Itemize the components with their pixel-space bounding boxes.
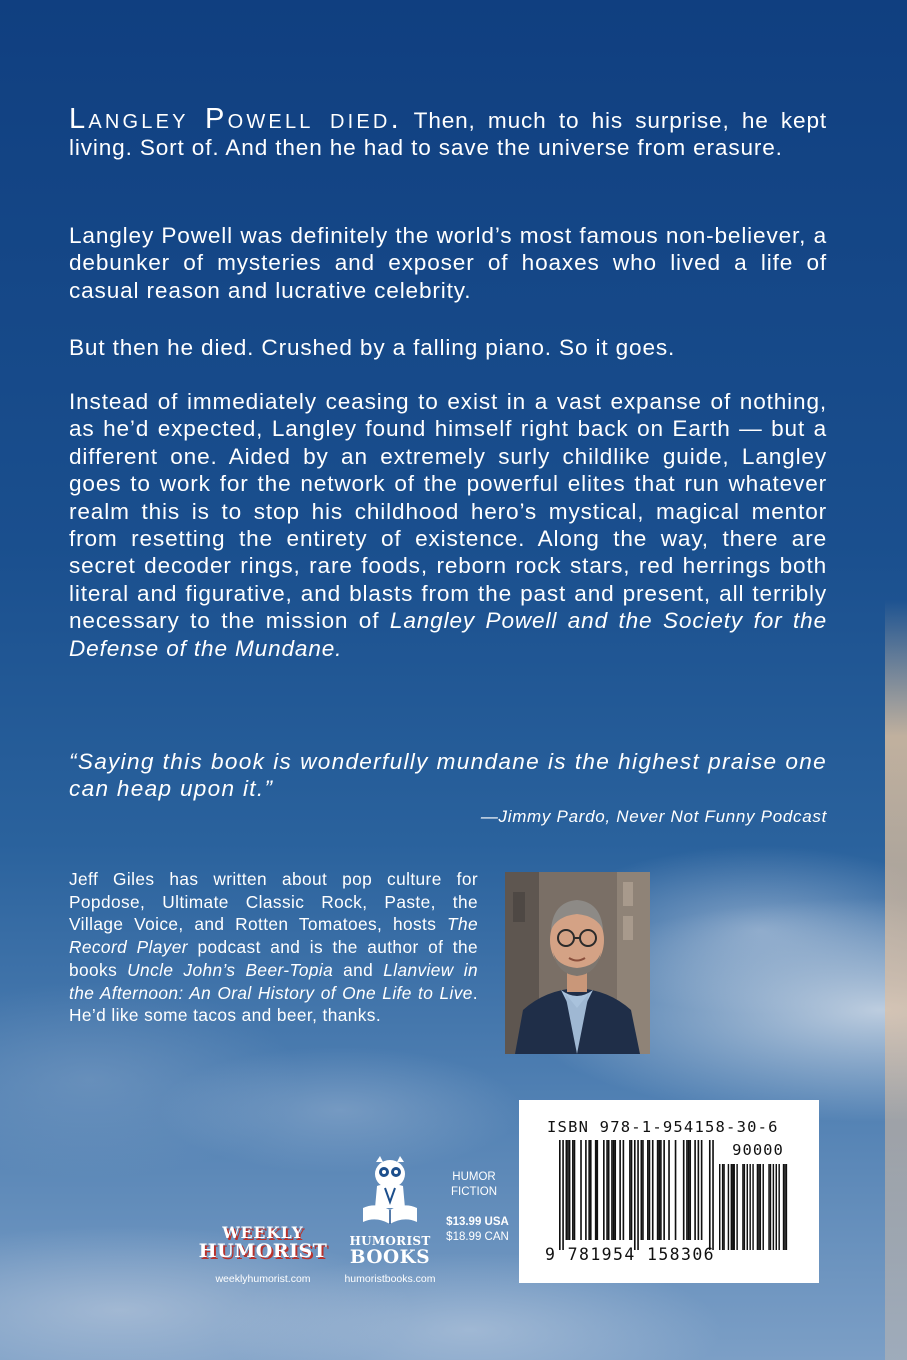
barcode-bar bbox=[559, 1140, 561, 1250]
barcode-bar bbox=[611, 1140, 613, 1240]
barcode-bar bbox=[572, 1140, 574, 1240]
addon-bar bbox=[752, 1164, 753, 1250]
addon-bar bbox=[731, 1164, 732, 1250]
price-can: $18.99 CAN bbox=[446, 1231, 509, 1243]
addon-bar bbox=[736, 1164, 737, 1250]
author-portrait-illustration bbox=[505, 872, 650, 1054]
review-quote: “Saying this book is wonderfully mundane is the highest praise one can heap upon it.” bbox=[69, 749, 827, 802]
barcode-bar bbox=[641, 1140, 643, 1240]
barcode-bar bbox=[619, 1140, 621, 1240]
barcode-bar bbox=[660, 1140, 662, 1240]
barcode-bar bbox=[701, 1140, 703, 1240]
addon-bar bbox=[760, 1164, 761, 1250]
addon-bar bbox=[783, 1164, 784, 1250]
barcode-bar bbox=[689, 1140, 691, 1240]
bio-text: and bbox=[333, 959, 384, 980]
price-block bbox=[440, 1215, 515, 1245]
barcode-bar bbox=[686, 1140, 688, 1240]
barcode-bar bbox=[585, 1140, 587, 1240]
blurb-p1-text: Then, much to his surprise, he kept living. Sort of. And then he had to save the universe from erasure. bbox=[69, 108, 827, 161]
addon-bar bbox=[732, 1164, 733, 1250]
addon-bar bbox=[758, 1164, 759, 1250]
addon-bar bbox=[742, 1164, 743, 1250]
barcode-bar bbox=[629, 1140, 631, 1240]
addon-bar bbox=[747, 1164, 748, 1250]
ean-barcode-bars bbox=[559, 1140, 714, 1250]
weekly-logo-line1: WEEKLY bbox=[222, 1223, 304, 1242]
barcode-bar bbox=[649, 1140, 651, 1240]
blurb-lead: Langley Powell died. bbox=[69, 103, 402, 135]
genre-label bbox=[440, 1170, 508, 1200]
barcode-bar bbox=[698, 1140, 700, 1240]
barcode-bar bbox=[631, 1140, 633, 1240]
barcode-bar bbox=[596, 1140, 598, 1240]
barcode-bar bbox=[652, 1140, 654, 1240]
addon-bar bbox=[778, 1164, 779, 1250]
barcode-bar bbox=[683, 1140, 685, 1240]
humorist-books-logo bbox=[341, 1152, 439, 1285]
barcode-bar bbox=[590, 1140, 592, 1240]
barcode-bar bbox=[562, 1140, 564, 1250]
addon-bar bbox=[728, 1164, 729, 1250]
barcode-bar bbox=[566, 1140, 568, 1240]
barcode-bar bbox=[637, 1140, 639, 1250]
addon-bar bbox=[773, 1164, 774, 1250]
addon-bar bbox=[722, 1164, 723, 1250]
addon-bar bbox=[744, 1164, 745, 1250]
genre-line1: HUMOR bbox=[452, 1171, 496, 1183]
author-photo bbox=[505, 872, 650, 1054]
weekly-humorist-logo bbox=[196, 1225, 330, 1285]
barcode-bar bbox=[668, 1140, 670, 1240]
addon-bar bbox=[757, 1164, 758, 1250]
bio-book-title: Uncle John’s Beer-Topia bbox=[127, 959, 334, 980]
barcode-bar bbox=[657, 1140, 659, 1240]
books-logo-line1: HUMORIST bbox=[349, 1234, 431, 1248]
addon-bar bbox=[723, 1164, 724, 1250]
barcode-bar bbox=[613, 1140, 615, 1240]
addon-bar bbox=[768, 1164, 769, 1250]
addon-bar bbox=[763, 1164, 764, 1250]
blurb-paragraph-2: Langley Powell was definitely the world’s most famous non-believer, a debunker of mysteries and exposer of hoaxes who lived a life of casual reason and lucrative celebrity. bbox=[69, 223, 827, 303]
blurb-p4-text: Instead of immediately ceasing to exist in a vast expanse of nothing, as he’d expected, Langley found himself right back on Earth — but a different one. Aided by an extremely surly childlike guide, Langley goes to work for the network of the powerful elites that run whatever realm this is to stop his childhood hero’s mystical, magical mentor from resetting the entirety of existence. Along the way, there are secret decoder rings, rare foods, reborn rock stars, red herrings both literal and figurative, and blasts from the past and present, all terribly necessary to the mission of bbox=[69, 389, 827, 634]
barcode-bar bbox=[712, 1140, 714, 1250]
barcode-bar bbox=[603, 1140, 605, 1240]
book-title: Langley Powell and the Society for the Defense of the Mundane. bbox=[69, 608, 828, 661]
cloud-edge-glow bbox=[885, 600, 907, 1360]
addon-bar bbox=[734, 1164, 735, 1250]
bio-podcast-title: The Record Player bbox=[69, 914, 478, 958]
barcode-bar bbox=[595, 1140, 597, 1240]
barcode-bar bbox=[688, 1140, 690, 1240]
addon-bar bbox=[749, 1164, 750, 1250]
barcode-bar bbox=[642, 1140, 644, 1240]
bio-book-title: Llanview in the Afternoon: An Oral History of One Life to Live bbox=[69, 959, 478, 1003]
addon-bar bbox=[776, 1164, 777, 1250]
addon-bar bbox=[786, 1164, 787, 1250]
barcode-price-code: 90000 bbox=[732, 1141, 784, 1159]
price-usa: $13.99 USA bbox=[446, 1216, 509, 1228]
addon-bar bbox=[784, 1164, 785, 1250]
barcode-bar bbox=[608, 1140, 610, 1240]
weekly-humorist-url: weeklyhumorist.com bbox=[215, 1273, 311, 1285]
barcode-bar bbox=[569, 1140, 571, 1240]
humorist-books-url: humoristbooks.com bbox=[344, 1273, 436, 1285]
addon-bar bbox=[770, 1164, 771, 1250]
owl-reader-icon bbox=[359, 1152, 421, 1228]
blurb-paragraph-1 bbox=[69, 103, 827, 162]
barcode-bar bbox=[588, 1140, 590, 1240]
author-bio bbox=[69, 868, 478, 1027]
barcode-bar bbox=[614, 1140, 616, 1240]
isbn-barcode bbox=[519, 1100, 819, 1283]
blurb-paragraph-3: But then he died. Crushed by a falling piano. So it goes. bbox=[69, 335, 676, 360]
isbn-number: ISBN 978-1-954158-30-6 bbox=[547, 1118, 779, 1136]
blurb-paragraph-4 bbox=[69, 388, 827, 662]
barcode-bar bbox=[623, 1140, 625, 1240]
weekly-logo-line2: HUMORIST bbox=[198, 1240, 328, 1262]
ean-digits: 9 781954 158306 bbox=[545, 1245, 716, 1264]
quote-attribution: —Jimmy Pardo, Never Not Funny Podcast bbox=[480, 807, 827, 826]
addon-barcode-bars bbox=[719, 1164, 797, 1250]
barcode-bar bbox=[574, 1140, 576, 1240]
genre-line2: FICTION bbox=[451, 1186, 497, 1198]
barcode-bar bbox=[567, 1140, 569, 1240]
barcode-bar bbox=[606, 1140, 608, 1240]
barcode-bar bbox=[663, 1140, 665, 1240]
bio-text: podcast and is the author of the books bbox=[69, 937, 478, 980]
barcode-bar bbox=[647, 1140, 649, 1240]
barcode-bar bbox=[580, 1140, 582, 1240]
addon-bar bbox=[719, 1164, 720, 1250]
barcode-bar bbox=[694, 1140, 696, 1240]
barcode-bar bbox=[634, 1140, 636, 1250]
barcode-bar bbox=[709, 1140, 711, 1250]
bio-text: Jeff Giles has written about pop culture for Popdose, Ultimate Classic Rock, Paste, the Village Voice, and Rotten Tomatoes, hosts bbox=[69, 869, 478, 935]
bio-text: . He’d like some tacos and beer, thanks. bbox=[69, 982, 478, 1026]
books-logo-line2: BOOKS bbox=[349, 1247, 431, 1268]
barcode-bar bbox=[658, 1140, 660, 1240]
barcode-bar bbox=[675, 1140, 677, 1240]
